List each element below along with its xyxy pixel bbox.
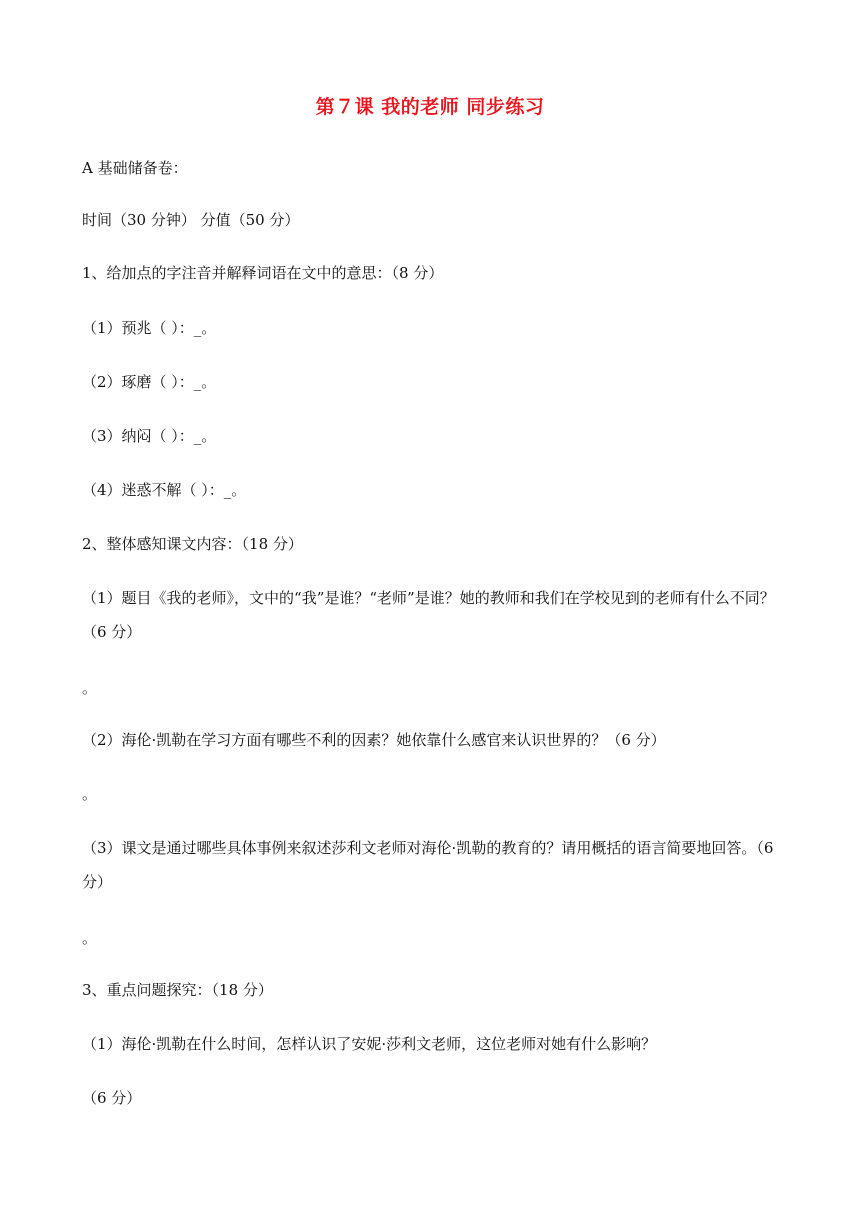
document-title: 第７课 我的老师 同步练习 [315, 96, 545, 118]
answer-line-2-1: 。 [82, 679, 98, 697]
question-1-item-3: （3）纳闷（ ）：_。 [82, 427, 217, 445]
question-2-item-2: （2）海伦·凯勒在学习方面有哪些不利的因素？她依靠什么感官来认识世界的？（6 分） [82, 731, 666, 749]
question-2-item-1: （1）题目《我的老师》，文中的“我”是谁？“老师”是谁？她的教师和我们在学校见到的老师有什么不同？（6 分） [82, 589, 775, 641]
question-1-item-2: （2）琢磨（ ）：_。 [82, 373, 217, 391]
answer-line-2-3: 。 [82, 929, 98, 947]
question-2-item-3: （3）课文是通过哪些具体事例来叙述莎利文老师对海伦·凯勒的教育的？请用概括的语言简要地回答。（6 分） [82, 839, 774, 891]
question-3-item-1-score: （6 分） [82, 1089, 142, 1107]
question-1-item-4: （4）迷惑不解（ ）：_。 [82, 481, 247, 499]
question-2-heading: 2、整体感知课文内容：（18 分） [82, 535, 303, 553]
question-1-heading: 1、给加点的字注音并解释词语在文中的意思：（8 分） [82, 264, 444, 282]
question-1-item-1: （1）预兆（ ）：_。 [82, 319, 217, 337]
question-3-heading: 3、重点问题探究：（18 分） [82, 981, 273, 999]
question-3-item-1: （1）海伦·凯勒在什么时间，怎样认识了安妮·莎利文老师，这位老师对她有什么影响？ [82, 1035, 657, 1053]
section-label: A 基础储备卷： [82, 159, 188, 177]
time-score-info: 时间（30 分钟） 分值（50 分） [82, 211, 300, 229]
answer-line-2-2: 。 [82, 785, 98, 803]
